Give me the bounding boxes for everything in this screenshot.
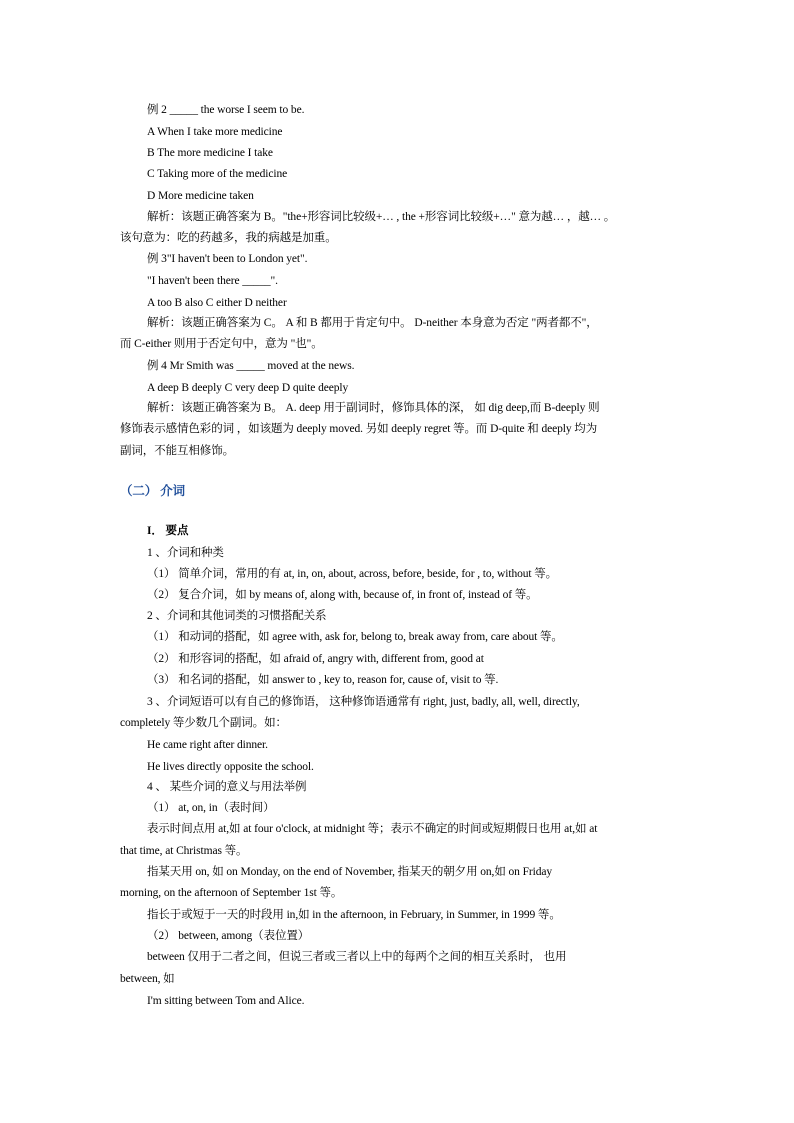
- example-3-analysis-line-2: 而 C-either 则用于否定句中，意为 "也"。: [120, 338, 323, 350]
- item-1-1: （1） 简单介词，常用的有 at, in, on, about, across, before, beside, for , to, without 等。: [147, 568, 558, 580]
- item-4-2-title: （2） between, among（表位置）: [147, 930, 310, 942]
- example-2-option-c: C Taking more of the medicine: [147, 168, 288, 180]
- item-3-example-1: He came right after dinner.: [147, 739, 268, 751]
- item-4-1-title: （1） at, on, in（表时间）: [147, 802, 275, 814]
- item-2-title: 2 、介词和其他词类的习惯搭配关系: [147, 610, 327, 622]
- key-points-heading: I． 要点: [147, 525, 189, 537]
- item-3-line-1: 3 、介词短语可以有自己的修饰语， 这种修饰语通常有 right, just, badly, all, well, directly,: [147, 696, 580, 708]
- example-4-analysis-line-1: 解析：该题正确答案为 B。 A. deep 用于副词时，修饰具体的深， 如 dig deep,而 B-deeply 则: [147, 402, 600, 414]
- example-2-option-a: A When I take more medicine: [147, 126, 283, 138]
- example-3-question-line-1: 例 3"I haven't been to London yet".: [147, 253, 308, 265]
- example-4-analysis-line-3: 副词，不能互相修饰。: [120, 445, 234, 457]
- item-4-2-example: I'm sitting between Tom and Alice.: [147, 995, 305, 1007]
- item-4-1-line-3: 指某天用 on, 如 on Monday, on the end of November, 指某天的朝夕用 on,如 on Friday: [147, 866, 552, 878]
- example-4-analysis-line-2: 修饰表示感情色彩的词 ，如该题为 deeply moved. 另如 deeply regret 等。而 D-quite 和 deeply 均为: [120, 423, 598, 435]
- item-4-title: 4 、 某些介词的意义与用法举例: [147, 781, 307, 793]
- item-4-1-line-5: 指长于或短于一天的时段用 in,如 in the afternoon, in February, in Summer, in 1999 等。: [147, 909, 561, 921]
- item-4-1-line-4: morning, on the afternoon of September 1st 等。: [120, 887, 343, 899]
- item-3-example-2: He lives directly opposite the school.: [147, 761, 314, 773]
- item-4-1-line-2: that time, at Christmas 等。: [120, 845, 248, 857]
- example-2-option-d: D More medicine taken: [147, 190, 254, 202]
- item-2-3: （3） 和名词的搭配，如 answer to , key to, reason for, cause of, visit to 等.: [147, 674, 499, 686]
- example-2-option-b: B The more medicine I take: [147, 147, 273, 159]
- section-heading-prepositions: （二） 介词: [120, 484, 186, 498]
- item-2-2: （2） 和形容词的搭配，如 afraid of, angry with, different from, good at: [147, 653, 484, 665]
- item-4-2-line-2: between, 如: [120, 973, 175, 985]
- example-4-options: A deep B deeply C very deep D quite deeply: [147, 382, 349, 394]
- example-2-analysis-line-1: 解析：该题正确答案为 B。"the+形容词比较级+… , the +形容词比较级+…" 意为越… ，越… 。: [147, 211, 616, 223]
- example-4-question: 例 4 Mr Smith was _____ moved at the news.: [147, 360, 355, 372]
- example-2-analysis-line-2: 该句意为：吃的药越多，我的病越是加重。: [120, 232, 337, 244]
- item-3-line-2: completely 等少数几个副词。如：: [120, 717, 287, 729]
- item-4-2-line-1: between 仅用于二者之间，但说三者或三者以上中的每两个之间的相互关系时， 也用: [147, 951, 567, 963]
- example-3-options: A too B also C either D neither: [147, 297, 287, 309]
- example-3-question-line-2: "I haven't been there _____".: [147, 275, 278, 287]
- item-1-2: （2） 复合介词，如 by means of, along with, because of, in front of, instead of 等。: [147, 589, 538, 601]
- example-3-analysis-line-1: 解析：该题正确答案为 C。 A 和 B 都用于肯定句中。 D-neither 本身意为否定 "两者都不"，: [147, 317, 598, 329]
- item-1-title: 1 、介词和种类: [147, 547, 224, 559]
- example-2-question: 例 2 _____ the worse I seem to be.: [147, 104, 305, 116]
- item-4-1-line-1: 表示时间点用 at,如 at four o'clock, at midnight 等；表示不确定的时间或短期假日也用 at,如 at: [147, 823, 598, 835]
- item-2-1: （1） 和动词的搭配，如 agree with, ask for, belong to, break away from, care about 等。: [147, 631, 563, 643]
